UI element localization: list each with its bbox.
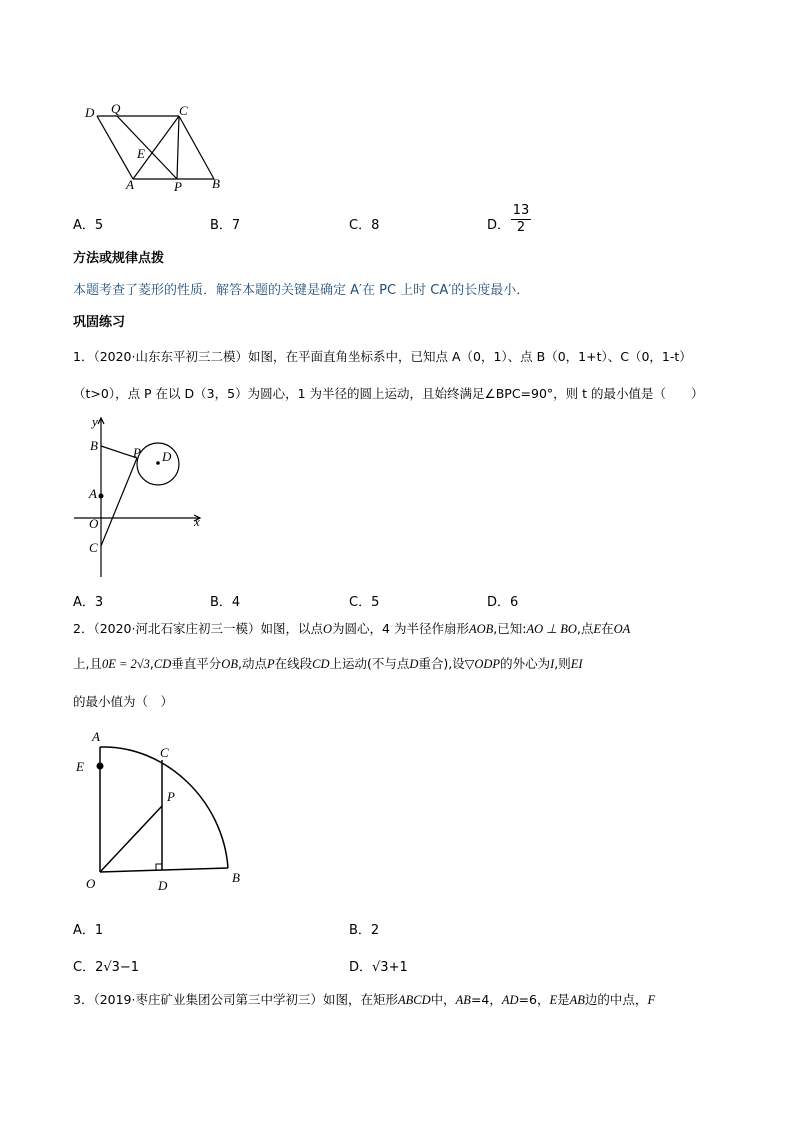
q1-option-d: D．6 xyxy=(487,595,519,610)
q3-h: E xyxy=(549,993,558,1007)
point-e xyxy=(97,763,104,770)
q3-g: =6， xyxy=(518,992,550,1007)
q2-l2o: 的外心为 xyxy=(500,656,551,671)
fig1-label-p: P xyxy=(174,179,182,194)
q2-l2q: ,则 xyxy=(554,656,571,671)
q1-text-line2: （t>0），点 P 在以 D（3，5）为圆心，1 为半径的圆上运动，且始终满足∠BPC=90°，则 t 的最小值是（ ） xyxy=(73,386,704,401)
q2-l2b: 0E = 2√3 xyxy=(101,657,150,671)
q2-l1d: AOB xyxy=(468,622,494,636)
q2-l1e: ,已知: xyxy=(493,621,527,636)
q3-l: F xyxy=(647,993,656,1007)
rhombus-figure xyxy=(80,95,230,195)
arc-ab xyxy=(100,747,228,868)
q2-label-c: C xyxy=(160,745,169,760)
q2-l1j: OA xyxy=(613,622,631,636)
q1-option-a: A．3 xyxy=(73,595,104,610)
q2-l2e: 垂直平分 xyxy=(171,656,222,671)
practice-heading: 巩固练习 xyxy=(73,315,126,330)
q2-l2j: CD xyxy=(312,657,330,671)
q1-option-b: B．4 xyxy=(210,595,241,610)
q2-label-b: B xyxy=(232,870,240,885)
q2-text-line1 xyxy=(73,619,630,639)
q2-option-b: B．2 xyxy=(349,923,380,938)
q2-l1g: ,点 xyxy=(576,621,594,636)
q3-b: ABCD xyxy=(398,993,431,1007)
segment-ob xyxy=(100,868,228,872)
method-text: 本题考查了菱形的性质．解答本题的关键是确定 A′在 PC 上时 CA′的长度最小． xyxy=(73,283,530,298)
method-heading: 方法或规律点拨 xyxy=(73,251,165,266)
q1-text-line1: 1．（2020·山东东平初三二模）如图，在平面直角坐标系中，已知点 A（0，1）、点 B（0，1+t）、C（0，1-t） xyxy=(73,349,692,364)
q3-a: 3．（2019·枣庄矿业集团公司第三中学初三）如图，在矩形 xyxy=(73,992,398,1007)
q3-text-line1 xyxy=(73,990,655,1010)
q2-l1a: 2．（2020·河北石家庄初三一模）如图，以点 xyxy=(73,621,323,636)
q3-j: AB xyxy=(569,993,585,1007)
q2-option-d: D．√3+1 xyxy=(349,960,408,975)
q2-l1c: 为圆心，4 为半径作扇形 xyxy=(332,621,469,636)
q2-l1h: E xyxy=(593,622,602,636)
q1-label-d: D xyxy=(162,449,172,464)
q1-label-a: A xyxy=(89,486,97,501)
fig1-label-d: D xyxy=(85,105,95,120)
fig1-label-c: C xyxy=(179,103,188,118)
q3-f: AD xyxy=(501,993,519,1007)
q2-label-o: O xyxy=(86,876,96,891)
q1-label-b: B xyxy=(90,438,98,453)
q2-l2r: EI xyxy=(570,657,583,671)
q2-l2g: ,动点 xyxy=(237,656,267,671)
q2-label-a: A xyxy=(92,729,100,744)
q2-l2d: CD xyxy=(153,657,172,671)
q0-option-b: B．7 xyxy=(210,218,241,233)
q2-l2f: OB xyxy=(221,657,238,671)
q2-text-line3: 的最小值为（ ） xyxy=(73,694,174,709)
fig1-label-a: A xyxy=(126,177,134,192)
q2-option-c: C．2√3−1 xyxy=(73,960,140,975)
right-angle-mark xyxy=(156,864,162,870)
q2-l1b: O xyxy=(323,622,333,636)
q2-l2n: ODP xyxy=(474,657,501,671)
q2-label-p: P xyxy=(167,789,175,804)
q3-k: 边的中点， xyxy=(584,992,648,1007)
q2-l2l: D xyxy=(409,657,419,671)
q2-l2k: 上运动(不与点 xyxy=(329,656,410,671)
q1-label-x: x xyxy=(194,514,200,529)
q2-l2p: I xyxy=(550,657,555,671)
segment-op xyxy=(100,806,162,872)
q3-i: 是 xyxy=(557,992,570,1007)
q2-option-a: A．1 xyxy=(73,923,104,938)
point-a xyxy=(99,494,104,499)
edge-da xyxy=(97,116,133,179)
q3-c: 中， xyxy=(430,992,456,1007)
fraction-numerator: 13 xyxy=(512,203,530,218)
q2-l2h: P xyxy=(266,657,275,671)
q0-option-d: D． xyxy=(487,218,511,233)
q2-l1i: 在 xyxy=(601,621,614,636)
q2-l2m: 重合),设▽ xyxy=(418,656,475,671)
q1-label-y: y xyxy=(92,414,98,429)
q2-l1f: AO ⊥ BO xyxy=(526,622,577,636)
fraction-denominator: 2 xyxy=(516,220,526,235)
fig1-label-e: E xyxy=(137,146,145,161)
q2-l2c: , xyxy=(149,656,154,671)
q2-label-e: E xyxy=(76,759,84,774)
q2-l2a: 上,且 xyxy=(73,656,102,671)
q1-label-c: C xyxy=(89,540,98,555)
q3-d: AB xyxy=(455,993,471,1007)
point-d xyxy=(156,461,160,465)
segment-cp xyxy=(177,116,179,179)
q2-text-line2 xyxy=(73,654,583,674)
q1-label-p: P xyxy=(133,445,141,460)
q1-label-o: O xyxy=(89,516,99,531)
segment-pc xyxy=(101,458,137,546)
q0-option-a: A．5 xyxy=(73,218,104,233)
q0-option-c: C．8 xyxy=(349,218,380,233)
fig1-label-q: Q xyxy=(111,101,121,116)
segment-bp xyxy=(101,446,137,458)
segment-qp xyxy=(117,116,177,179)
q2-label-d: D xyxy=(158,878,168,893)
q0-option-d-fraction xyxy=(511,203,531,236)
q1-option-c: C．5 xyxy=(349,595,380,610)
q3-e: =4， xyxy=(470,992,502,1007)
edge-cb xyxy=(179,116,214,179)
fig1-label-b: B xyxy=(212,176,220,191)
q2-l2i: 在线段 xyxy=(274,656,313,671)
